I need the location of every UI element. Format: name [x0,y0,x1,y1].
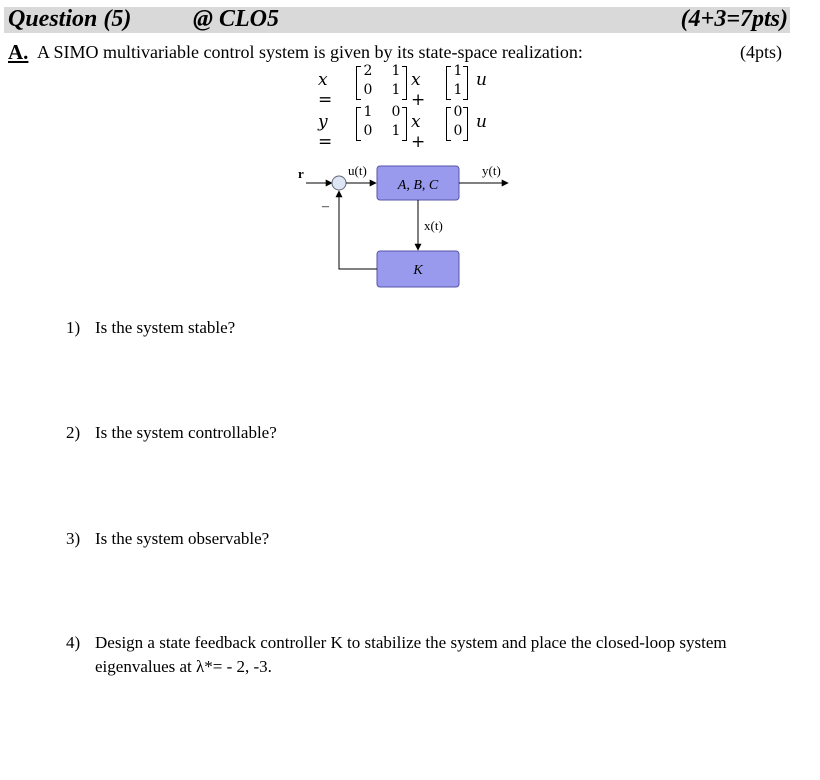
part-a-points: (4pts) [740,42,782,62]
block-diagram [0,0,820,320]
feedback-sign: – [322,199,329,214]
reference-label: r [298,166,304,181]
matrix-b-cell: 1 [453,63,463,79]
question-title: Question (5) [8,6,132,32]
output-equation-input: u [476,112,487,132]
matrix-a-cell: 0 [363,82,373,98]
question-points: (4+3=7pts) [680,6,788,32]
controller-label: K [413,263,423,278]
part-a-text: A SIMO multivariable control system is given by its state-space realization: [37,42,583,62]
matrix-a-cell: 2 [363,63,373,79]
matrix-c-cell: 1 [391,123,401,139]
clo-label: @ CLO5 [193,6,279,32]
matrix-b-cell: 1 [453,82,463,98]
state-equation-lhs: x = [318,70,333,110]
matrix-c-cell: 0 [363,123,373,139]
matrix-c-cell: 1 [363,104,373,120]
matrix-a-cell: 1 [391,63,401,79]
input-signal-label: u(t) [348,163,367,178]
output-equation-plus: x + [411,112,426,152]
question-number: 4) [66,633,81,652]
state-equation-input: u [476,70,487,90]
matrix-c-cell: 0 [391,104,401,120]
question-number: 1) [66,318,81,337]
feedback-path [339,191,377,269]
question-text: Is the system controllable? [95,423,277,442]
state-signal-label: x(t) [424,218,443,233]
state-equation-plus: x + [411,70,426,110]
plant-label: A, B, C [397,178,439,193]
question-text: Design a state feedback controller K to stabilize the system and place the closed-loop system [95,633,727,652]
summing-junction [332,176,346,190]
question-number: 2) [66,423,81,442]
question-text: Is the system stable? [95,318,236,337]
question-text: Is the system observable? [95,529,270,548]
output-signal-label: y(t) [482,163,501,178]
question-number: 3) [66,529,81,548]
matrix-d-cell: 0 [453,104,463,120]
part-a-label: A. [8,40,29,64]
matrix-d-cell: 0 [453,123,463,139]
output-equation-lhs: y = [318,112,333,152]
matrix-a-cell: 1 [391,82,401,98]
question-text-continued: eigenvalues at λ*= - 2, -3. [95,657,272,676]
